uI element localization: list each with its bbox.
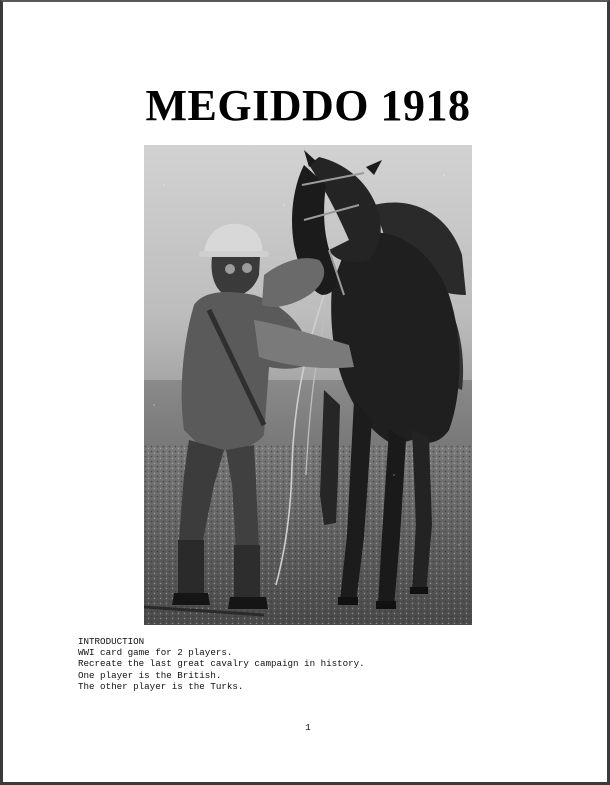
intro-line: WWI card game for 2 players. <box>78 647 233 659</box>
intro-heading: INTRODUCTION <box>78 636 145 647</box>
intro-section <box>78 636 365 692</box>
intro-line: One player is the British. <box>78 669 222 681</box>
intro-line: The other player is the Turks. <box>78 680 244 692</box>
cover-photo <box>144 145 472 625</box>
intro-line: Recreate the last great cavalry campaign in history. <box>78 658 365 670</box>
page-number: 1 <box>305 722 311 733</box>
page-title: MEGIDDO 1918 <box>145 81 471 130</box>
